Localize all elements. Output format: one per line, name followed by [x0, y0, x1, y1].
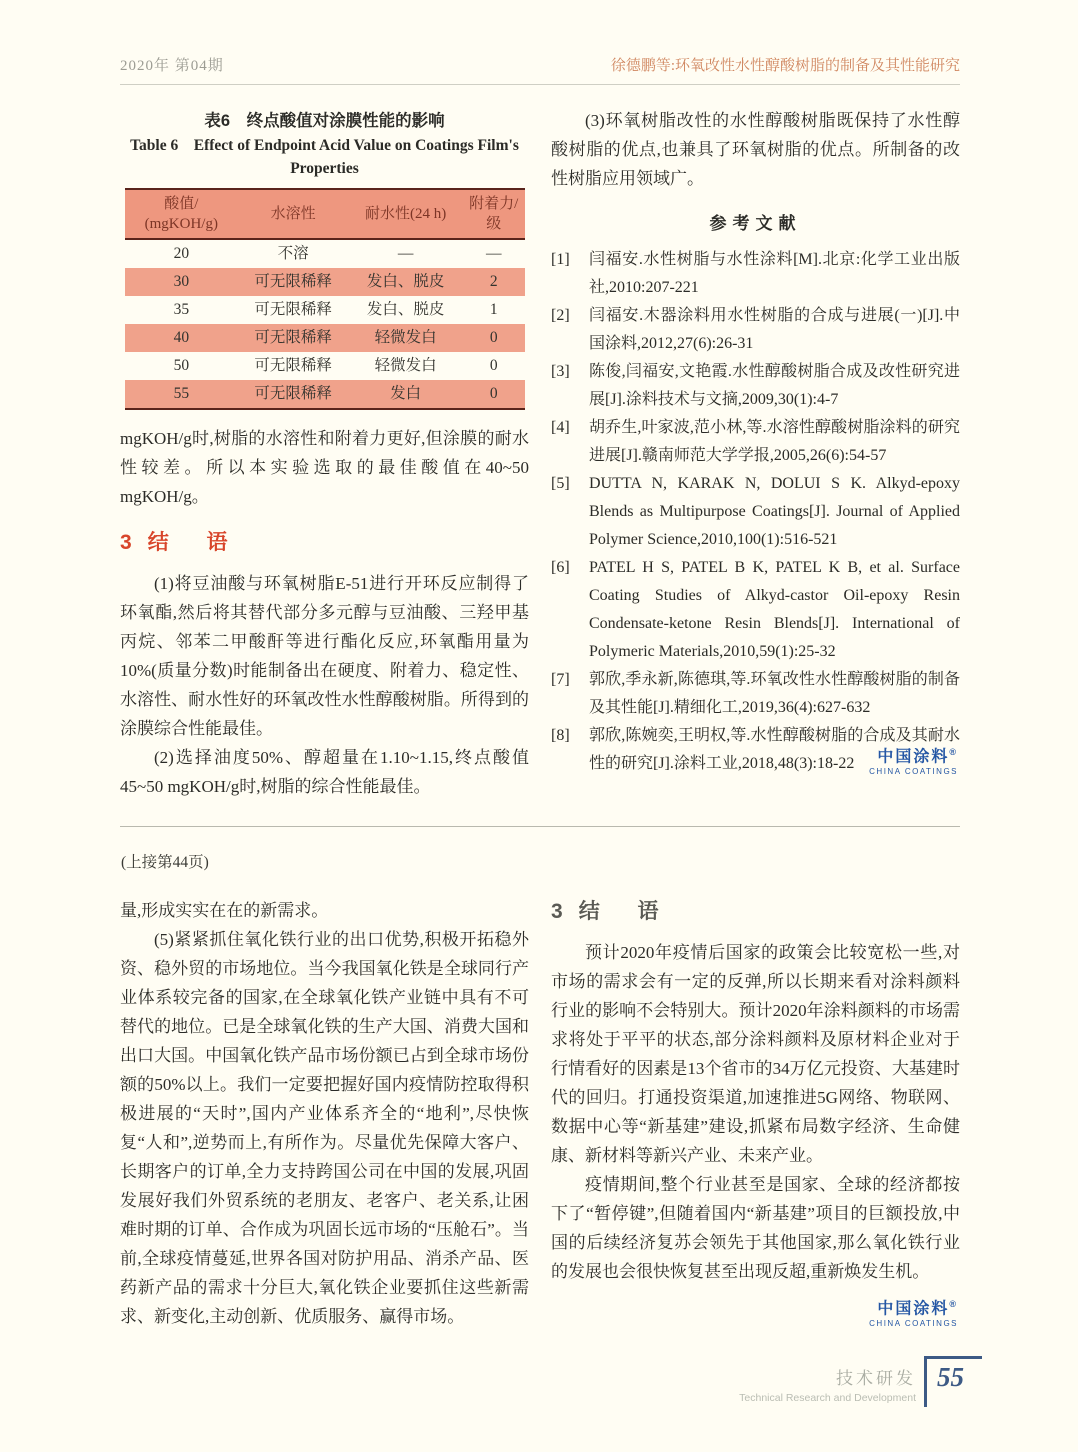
- logo-wordmark: [877, 1300, 958, 1318]
- heading-number: 3: [120, 531, 132, 554]
- body-paragraph: (5)紧紧抓住氧化铁行业的出口优势,积极开拓稳外资、稳外贸的市场地位。当今我国氧化铁是全球同行产业体系较完备的国家,在全球氧化铁产业链中具有不可替代的地位。已是全球氧化铁的生产大国、消费大国和出口大国。中国氧化铁产品市场份额已占到全球市场份额的50%以上。我们一定要把握好国内疫情防控取得积极进展的“天时”,国内产业体系齐全的“地利”,尽快恢复“人和”,逆势而上,有所作为。尽量优先保障大客户、长期客户的订单,全力支持跨国公司在中国的发展,巩固发展好我们外贸系统的老朋友、老客户、老关系,让困难时期的订单、合作成为巩固长远市场的“压舱石”。当前,全球疫情蔓延,世界各国对防护用品、消杀产品、医药新产品的需求十分巨大,氧化铁企业要抓住这些新需求、新变化,主动创新、优质服务、赢得市场。: [120, 930, 529, 1326]
- body-paragraph: 量,形成实实在在的新需求。: [120, 901, 329, 920]
- reference-text: DUTTA N, KARAK N, DOLUI S K. Alkyd-epoxy Blends as Multipurpose Coatings[J]. Journal of Applied Polymer Science,2010,100(1):516-521: [589, 475, 960, 548]
- top-left-column: [120, 106, 529, 801]
- reference-item: [551, 358, 960, 414]
- registered-mark-icon: ®: [949, 1299, 958, 1309]
- running-title: 徐德鹏等:环氧改性水性醇酸树脂的制备及其性能研究: [610, 58, 960, 74]
- continued-from-note: (上接第44页): [121, 854, 209, 871]
- table6: [125, 188, 525, 410]
- cell-solubility: 可无限稀释: [254, 329, 332, 346]
- table6-caption-en-line2: Properties: [290, 160, 359, 177]
- col-header-solubility: 水溶性: [238, 189, 348, 239]
- registered-mark-icon: ®: [949, 747, 958, 757]
- reference-label: [7]: [551, 671, 570, 688]
- top-section: [120, 106, 960, 801]
- reference-item: [551, 470, 960, 554]
- references-title: 参考文献: [709, 214, 802, 233]
- footer-section-en: Technical Research and Development: [739, 1392, 916, 1404]
- logo-wordmark: [877, 748, 958, 766]
- table-row: [125, 268, 525, 296]
- reference-text: 闫福安.水性树脂与水性涂料[M].北京:化学工业出版社,2010:207-221: [589, 251, 960, 296]
- col-header-acid-line1: 酸值/: [164, 196, 199, 212]
- table-row: [125, 239, 525, 268]
- reference-text: 郭欣,季永新,陈德琪,等.环氧改性水性醇酸树脂的制备及其性能[J].精细化工,2019,36(4):627-632: [589, 671, 960, 716]
- conclusion-item-3: (3)环氧树脂改性的水性醇酸树脂既保持了水性醇酸树脂的优点,也兼具了环氧树脂的优点。所制备的改性树脂应用领域广。: [551, 111, 960, 188]
- reference-text: PATEL H S, PATEL B K, PATEL K B, et al. Surface Coating Studies of Alkyd-castor Oil-epoxy Resin Condensate-ketone Resin Blends[J]. International of Polymeric Materials,2010,59(1):25-32: [589, 559, 960, 660]
- top-right-column: [551, 106, 960, 801]
- reference-text: 胡乔生,叶家波,范小林,等.水溶性醇酸树脂涂料的研究进展[J].赣南师范大学学报,2005,26(6):54-57: [589, 419, 960, 464]
- reference-text: 郭欣,陈婉奕,王明权,等.水性醇酸树脂的合成及其耐水性的研究[J].涂料工业,2018,48(3):18-22: [589, 727, 960, 772]
- cell-water: 轻微发白: [374, 329, 437, 346]
- cell-water: 轻微发白: [374, 357, 437, 374]
- cell-solubility: 可无限稀释: [254, 385, 332, 402]
- heading-number: 3: [551, 900, 563, 923]
- bottom-left-column: [120, 896, 529, 1331]
- cell-adhesion: 2: [489, 273, 498, 290]
- table6-head: [125, 189, 525, 239]
- reference-label: [4]: [551, 419, 570, 436]
- cell-acid: 35: [173, 301, 190, 318]
- cell-solubility: 不溶: [277, 245, 309, 262]
- reference-label: [2]: [551, 307, 570, 324]
- logo-name: 中国涂料: [877, 748, 950, 766]
- cell-acid: 30: [173, 273, 190, 290]
- cell-acid: 20: [173, 245, 190, 262]
- table6-caption-cn: 表6 终点酸值对涂膜性能的影响: [204, 112, 445, 130]
- conclusion-heading: [551, 898, 960, 926]
- reference-label: [1]: [551, 251, 570, 268]
- logo-subtitle: CHINA COATINGS: [869, 766, 958, 776]
- cell-water: 发白、脱皮: [366, 301, 445, 318]
- table-row: [125, 296, 525, 324]
- cell-adhesion: 0: [489, 329, 498, 346]
- cell-acid: 40: [173, 329, 190, 346]
- page-number-bracket: [924, 1356, 982, 1407]
- cell-water: 发白、脱皮: [366, 273, 445, 290]
- heading-title: 结 语: [578, 900, 675, 923]
- table6-caption-en-line1: Table 6 Effect of Endpoint Acid Value on Coatings Film's: [130, 137, 519, 154]
- conclusion-item-2: (2)选择油度50%、醇超量在1.10~1.15,终点酸值45~50 mgKOH/g时,树脂的综合性能最佳。: [120, 748, 529, 796]
- cell-solubility: 可无限稀释: [254, 301, 332, 318]
- body-paragraph: 预计2020年疫情后国家的政策会比较宽松一些,对市场的需求会有一定的反弹,所以长期来看对涂料颜料行业的影响不会特别大。预计2020年涂料颜料的市场需求将处于平平的状态,部分涂料颜料及原材料企业对于行情看好的因素是13个省市的34万亿元投资、大基建时代的回归。打通投资渠道,加速推进5G网络、物联网、数据中心等“新基建”建设,抓紧布局数字经济、生命健康、新材料等新兴产业、未来产业。: [551, 943, 960, 1165]
- reference-item: [551, 302, 960, 358]
- table-row: [125, 324, 525, 352]
- table6-body: [125, 239, 525, 409]
- cell-adhesion: —: [485, 245, 502, 262]
- reference-text: 闫福安.木器涂料用水性树脂的合成与进展(一)[J].中国涂料,2012,27(6):26-31: [589, 307, 960, 352]
- reference-item: [551, 666, 960, 722]
- reference-item: [551, 414, 960, 470]
- table-row: [125, 380, 525, 409]
- reference-label: [8]: [551, 727, 570, 744]
- conclusion-heading: [120, 529, 529, 557]
- cell-acid: 55: [173, 385, 190, 402]
- bottom-section: [120, 896, 960, 1331]
- cell-acid: 50: [173, 357, 190, 374]
- footer-section-cn: 技术研发: [836, 1369, 916, 1388]
- cell-solubility: 可无限稀释: [254, 273, 332, 290]
- bottom-right-column: [551, 896, 960, 1331]
- col-header-acid-line2: (mgKOH/g): [144, 216, 218, 232]
- cell-water: —: [397, 245, 414, 262]
- cell-adhesion: 0: [489, 385, 498, 402]
- heading-title: 结 语: [147, 531, 244, 554]
- section-divider: [120, 826, 960, 827]
- cell-water: 发白: [390, 385, 422, 402]
- page-header: [120, 54, 960, 85]
- col-header-water-resistance: 耐水性(24 h): [348, 189, 463, 239]
- cell-adhesion: 0: [489, 357, 498, 374]
- reference-text: 陈俊,闫福安,文艳霞.水性醇酸树脂合成及改性研究进展[J].涂料技术与文摘,2009,30(1):4-7: [589, 363, 960, 408]
- cell-solubility: 可无限稀释: [254, 357, 332, 374]
- page-footer: [620, 1356, 982, 1407]
- reference-item: [551, 554, 960, 666]
- reference-item: [551, 246, 960, 302]
- reference-label: [6]: [551, 559, 570, 576]
- reference-label: [5]: [551, 475, 570, 492]
- china-coatings-logo: [551, 1300, 960, 1329]
- cell-adhesion: 1: [489, 301, 498, 318]
- page-number: 55: [937, 1362, 964, 1392]
- table-row: [125, 352, 525, 380]
- footer-section-labels: [739, 1364, 916, 1404]
- conclusion-item-1: (1)将豆油酸与环氧树脂E-51进行开环反应制得了环氧酯,然后将其替代部分多元醇与豆油酸、三羟甲基丙烷、邻苯二甲酸酐等进行酯化反应,环氧酯用量为10%(质量分数)时能制备出在硬度、附着力、稳定性、水溶性、耐水性好的环氧改性水性醇酸树脂。所得到的涂膜综合性能最佳。: [120, 574, 529, 738]
- table6-header-row: [125, 189, 525, 239]
- body-paragraph: mgKOH/g时,树脂的水溶性和附着力更好,但涂膜的耐水性较差。所以本实验选取的最佳酸值在40~50 mgKOH/g。: [120, 429, 529, 506]
- reference-label: [3]: [551, 363, 570, 380]
- col-header-adhesion: 附着力/级: [463, 189, 525, 239]
- logo-subtitle: CHINA COATINGS: [869, 1318, 958, 1328]
- col-header-acid-value: [125, 189, 239, 239]
- issue-label: 2020年 第04期: [120, 58, 224, 74]
- body-paragraph: 疫情期间,整个行业甚至是国家、全球的经济都按下了“暂停键”,但随着国内“新基建”项目的巨额投放,中国的后续经济复苏会领先于其他国家,那么氧化铁行业的发展也会很快恢复甚至出现反超,重新焕发生机。: [551, 1175, 960, 1281]
- logo-name: 中国涂料: [877, 1300, 950, 1318]
- references-list: [551, 246, 960, 778]
